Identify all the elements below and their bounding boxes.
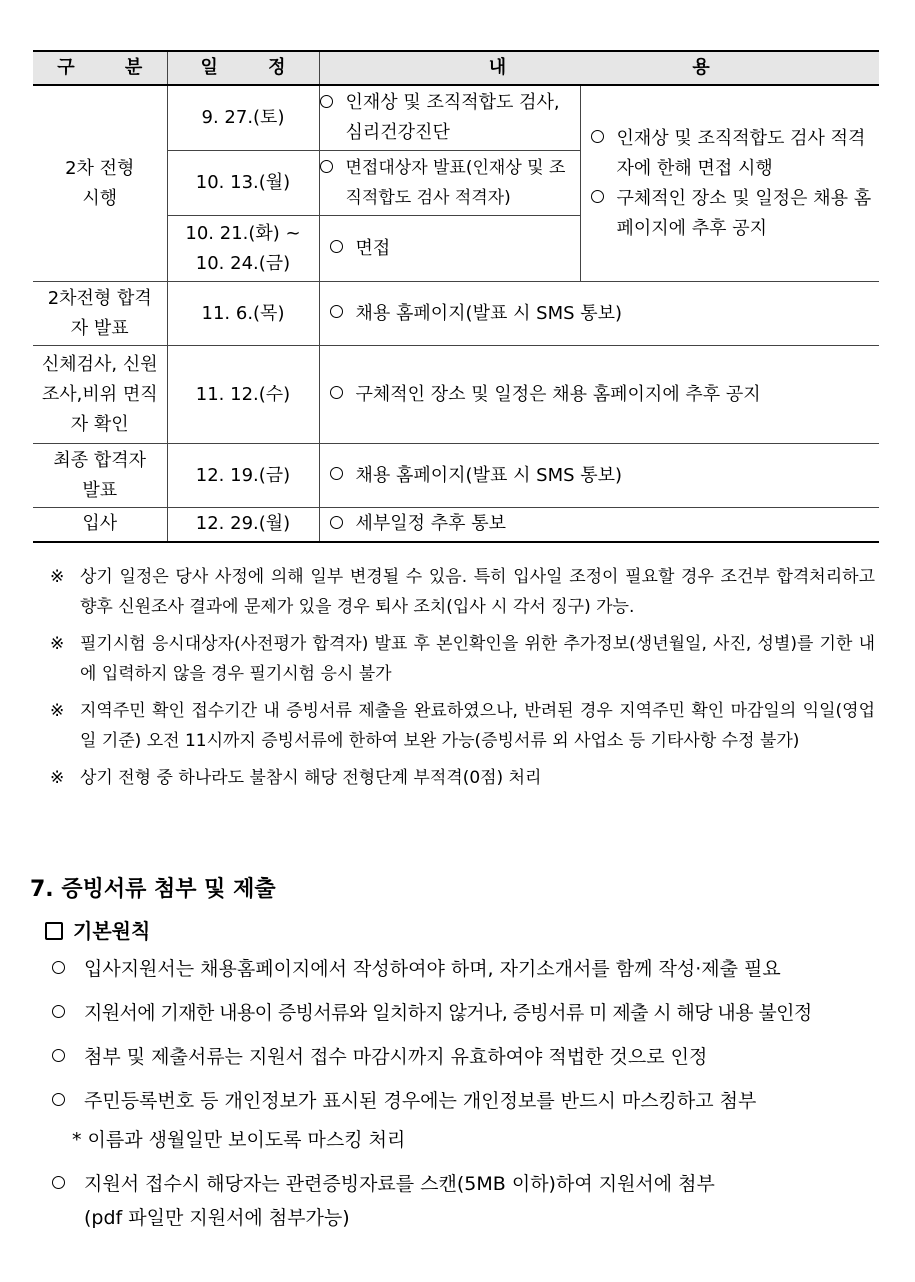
circle-bullet-icon (52, 961, 65, 974)
category-cell: 최종 합격자 발표 (33, 444, 167, 508)
circle-bullet-icon (330, 516, 343, 529)
circle-bullet-icon (330, 467, 343, 480)
circle-bullet-icon (591, 130, 604, 143)
note-item: ※ 상기 일정은 당사 사정에 의해 일부 변경될 수 있음. 특히 입사일 조정이 필요할 경우 조건부 합격처리하고 향후 신원조사 결과에 문제가 있을 경우 퇴사 조치(입사 시 각서 징구) 가능. (50, 567, 875, 617)
category-cell: 입사 (33, 508, 167, 542)
note-item: ※ 지역주민 확인 접수기간 내 증빙서류 제출을 완료하였으나, 반려된 경우 지역주민 확인 마감일의 익일(영업일 기준) 오전 11시까지 증빙서류에 한하여 보완 가능(증빙서류 외 사업소 등 기타사항 수정 불가) (50, 701, 875, 751)
date-cell: 12. 29.(월) (167, 508, 319, 542)
sub-note: * 이름과 생월일만 보이도록 마스킹 처리 (72, 1129, 406, 1151)
list-item: 지원서 접수시 해당자는 관련증빙자료를 스캔(5MB 이하)하여 지원서에 첨부 (52, 1170, 877, 1199)
date-cell: 9. 27.(토) (167, 85, 319, 151)
date-cell: 10. 13.(월) (167, 151, 319, 216)
table-row (33, 508, 879, 542)
note-item: ※ 상기 전형 중 하나라도 불참시 해당 전형단계 부적격(0점) 처리 (50, 768, 542, 788)
list-item: 첨부 및 제출서류는 지원서 접수 마감시까지 유효하여야 적법한 것으로 인정 (52, 1043, 877, 1072)
circle-bullet-icon (320, 95, 333, 108)
content-cell: 면접대상자 발표(인재상 및 조직적합도 검사 적격자) (319, 151, 580, 216)
circle-bullet-icon (52, 1005, 65, 1018)
section-title: 7. 증빙서류 첨부 및 제출 (30, 877, 276, 902)
content-cell: 채용 홈페이지(발표 시 SMS 통보) (319, 444, 879, 508)
category-cell: 2차 전형 시행 (33, 85, 167, 282)
category-cell: 신체검사, 신원조사,비위 면직자 확인 (33, 346, 167, 444)
content-cell: 채용 홈페이지(발표 시 SMS 통보) (319, 282, 879, 346)
list-item: 주민등록번호 등 개인정보가 표시된 경우에는 개인정보를 반드시 마스킹하고 첨부 (52, 1087, 877, 1116)
circle-bullet-icon (330, 240, 343, 253)
circle-bullet-icon (52, 1093, 65, 1106)
circle-bullet-icon (330, 386, 343, 399)
date-cell: 10. 21.(화) ~ 10. 24.(금) (167, 216, 319, 282)
table-header-row (33, 51, 879, 85)
header-schedule: 일 정 (167, 51, 319, 85)
content-cell: 구체적인 장소 및 일정은 채용 홈페이지에 추후 공지 (319, 346, 879, 444)
square-box-icon (45, 922, 63, 940)
list-item-continuation: (pdf 파일만 지원서에 첨부가능) (84, 1207, 350, 1229)
header-content: 내 용 (319, 51, 879, 85)
table-row (33, 346, 879, 444)
circle-bullet-icon (52, 1049, 65, 1062)
note-item: ※ 필기시험 응시대상자(사전평가 합격자) 발표 후 본인확인을 위한 추가정보(생년월일, 사진, 성별)를 기한 내에 입력하지 않을 경우 필기시험 응시 불가 (50, 634, 875, 684)
subsection-title: 기본원칙 (45, 916, 150, 946)
table-row (33, 282, 879, 346)
schedule-table (33, 50, 879, 543)
content-cell: 인재상 및 조직적합도 검사, 심리건강진단 (319, 85, 580, 151)
date-cell: 11. 12.(수) (167, 346, 319, 444)
category-cell: 2차전형 합격자 발표 (33, 282, 167, 346)
circle-bullet-icon (320, 160, 333, 173)
principles-list (52, 955, 877, 1233)
header-category: 구 분 (33, 51, 167, 85)
circle-bullet-icon (330, 305, 343, 318)
content-cell: 세부일정 추후 통보 (319, 508, 879, 542)
notes-list (50, 562, 875, 800)
circle-bullet-icon (52, 1176, 65, 1189)
content-cell: 면접 (319, 216, 580, 282)
date-cell: 11. 6.(목) (167, 282, 319, 346)
side-content-cell: 인재상 및 조직적합도 검사 적격자에 한해 면접 시행 구체적인 장소 및 일정은 채용 홈페이지에 추후 공지 (580, 85, 879, 282)
date-cell: 12. 19.(금) (167, 444, 319, 508)
list-item: 입사지원서는 채용홈페이지에서 작성하여야 하며, 자기소개서를 함께 작성·제출 필요 (52, 955, 877, 984)
list-item: 지원서에 기재한 내용이 증빙서류와 일치하지 않거나, 증빙서류 미 제출 시 해당 내용 불인정 (52, 999, 877, 1028)
table-row (33, 444, 879, 508)
circle-bullet-icon (591, 190, 604, 203)
table-row (33, 85, 879, 151)
